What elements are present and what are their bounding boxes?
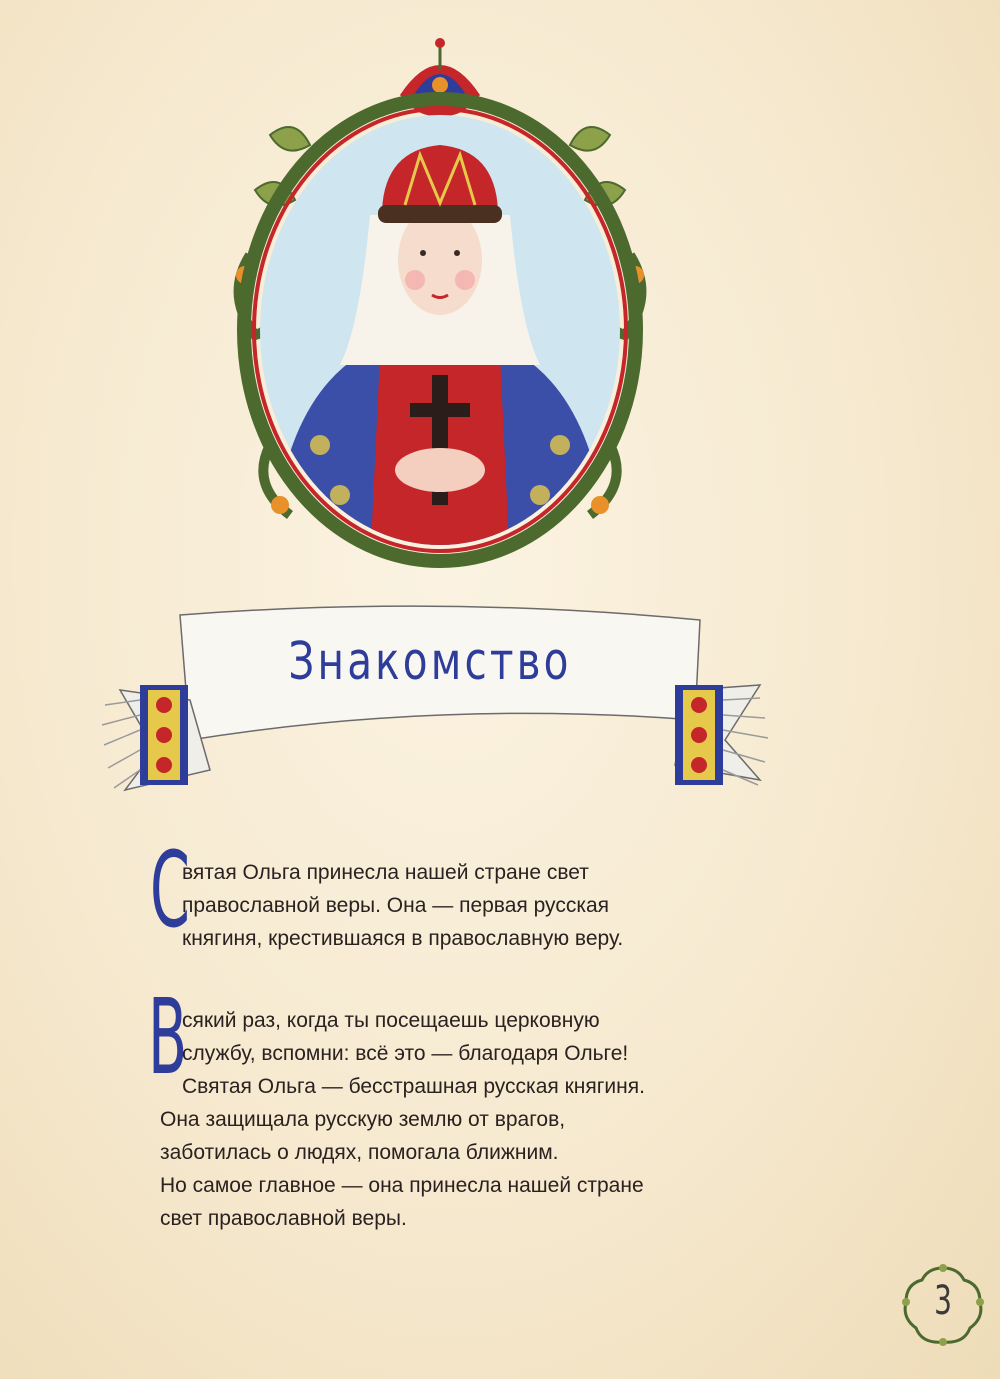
page-title: Знакомство [288, 632, 572, 692]
page-number: 3 [934, 1278, 952, 1324]
text-line: вятая Ольга принесла нашей стране свет [182, 861, 589, 884]
text-line: Но самое главное — она принесла нашей стране [160, 1174, 644, 1197]
text-line: Святая Ольга — бесстрашная русская княгиня. [182, 1075, 645, 1098]
dropcap-letter: В [148, 976, 188, 1098]
text-line: заботилась о людях, помогала ближним. [160, 1141, 559, 1164]
dropcap-letter: С [150, 829, 190, 951]
paragraph-body [160, 1004, 780, 1235]
princess-olga-portrait-icon [210, 25, 670, 585]
text-line: княгиня, крестившаяся в православную веру. [182, 927, 624, 950]
text-line: Она защищала русскую землю от врагов, [160, 1108, 566, 1131]
text-line: свет православной веры. [160, 1207, 407, 1230]
text-line: православной веры. Она — первая русская [182, 894, 610, 917]
ribbon-banner-icon [100, 590, 780, 800]
text-line: службу, вспомни: всё это — благодаря Ольге! [182, 1042, 629, 1065]
text-line: сякий раз, когда ты посещаешь церковную [182, 1009, 600, 1032]
paragraph-intro [160, 856, 780, 955]
